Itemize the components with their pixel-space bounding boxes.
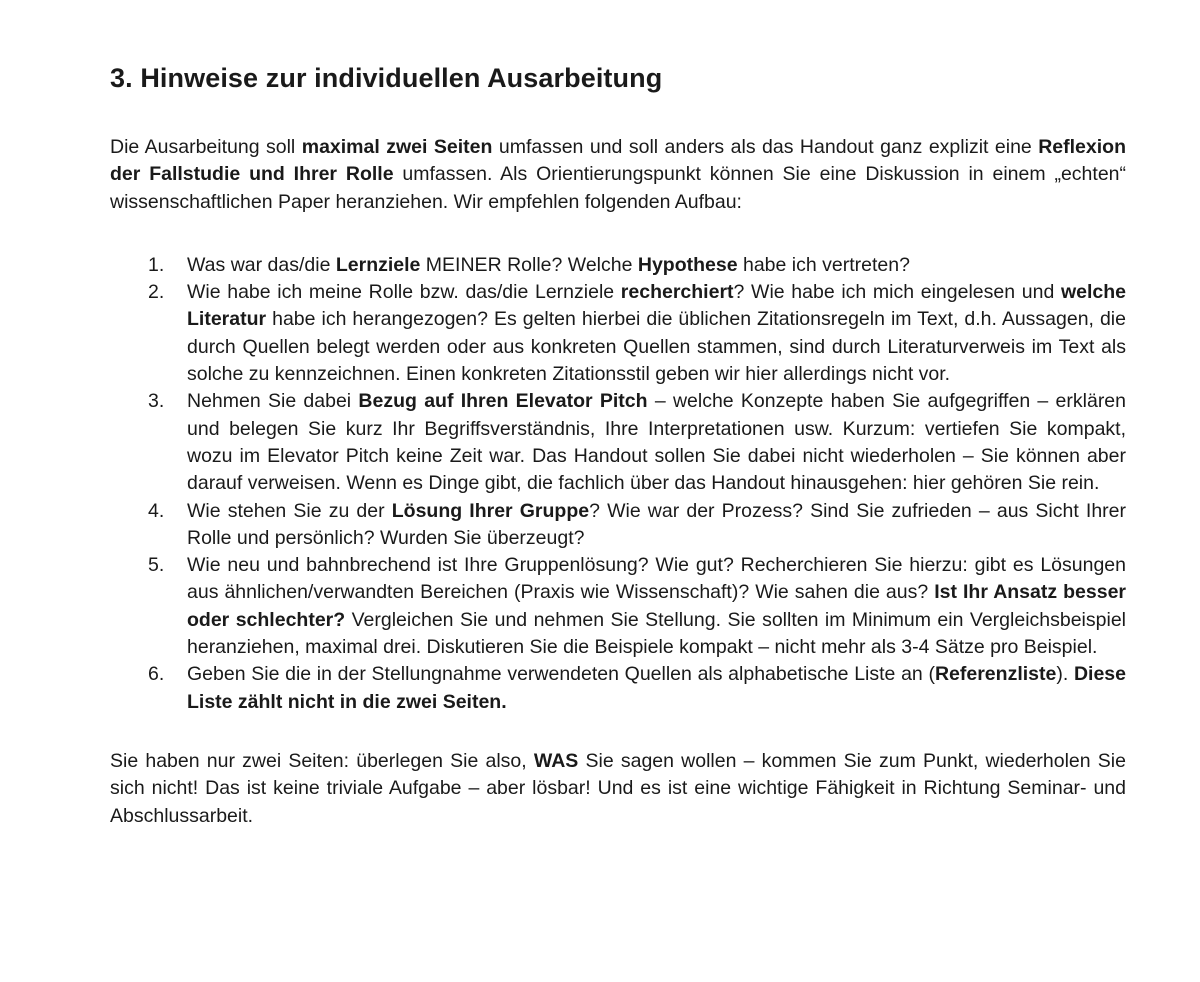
list-item-bold: Lernziele <box>335 253 421 276</box>
list-item-text: ? Wie war der Prozess? Sind Sie zufrieden – aus Sicht Ihrer Rolle und persönlich? Wurden Sie überzeugt? <box>187 499 1127 549</box>
list-item-5 <box>110 552 1126 661</box>
list-item-6 <box>110 661 1126 716</box>
list-item-bold: Lösung Ihrer Gruppe <box>391 499 590 522</box>
intro-text-3: umfassen. Als Orientierungspunkt können Sie eine Diskussion in einem „echten“ wissenschaftlichen Paper heranziehen. Wir empfehlen folgenden Aufbau: <box>110 163 1126 213</box>
list-item-bold: Referenzliste <box>934 663 1057 686</box>
list-item-text: Nehmen Sie dabei <box>187 390 359 413</box>
section-heading: 3. Hinweise zur individuellen Ausarbeitung <box>110 63 663 93</box>
intro-text-1: Die Ausarbeitung soll <box>110 136 302 158</box>
outro-bold-1: WAS <box>533 749 579 772</box>
list-item-1 <box>110 252 1126 279</box>
list-item-bold: welche Literatur <box>187 281 1126 331</box>
list-item-number: 5. <box>148 554 165 577</box>
intro-bold-1: maximal zwei Seiten <box>301 136 493 158</box>
list-item-bold: Bezug auf Ihren Elevator Pitch <box>358 390 648 413</box>
intro-text-2: umfassen und soll anders als das Handout ganz explizit eine <box>492 136 1039 158</box>
list-item-text: Vergleichen Sie und nehmen Sie Stellung. Sie sollten im Minimum ein Vergleichsbeispiel heranziehen, maximal drei. Diskutieren Sie die Beispiele kompakt – nicht mehr als 3-4 Sätze pro Beispiel. <box>187 608 1126 659</box>
list-item-text: Wie habe ich meine Rolle bzw. das/die Lernziele <box>187 281 621 304</box>
list-item-3 <box>110 388 1126 497</box>
list-item-bold: Diese Liste zählt nicht in die zwei Seiten. <box>187 663 1126 713</box>
list-item-4 <box>110 498 1126 553</box>
list-item-text: habe ich vertreten? <box>737 253 910 276</box>
list-item-bold: recherchiert <box>620 281 734 304</box>
list-item-text: Was war das/die <box>187 253 336 276</box>
closing-paragraph <box>110 748 1126 830</box>
list-item-number: 4. <box>148 499 165 522</box>
list-item-text: Wie stehen Sie zu der <box>187 499 392 522</box>
document-page <box>110 58 1126 830</box>
list-item-number: 3. <box>148 390 165 413</box>
list-item-text: Geben Sie die in der Stellungnahme verwendeten Quellen als alphabetische Liste an ( <box>187 663 935 686</box>
list-item-text: Wie neu und bahnbrechend ist Ihre Gruppenlösung? Wie gut? Recherchieren Sie hierzu: gibt es Lösungen aus ähnlichen/verwandten Bereichen (Praxis wie Wissenschaft)? Wie sahen die aus? <box>187 554 1126 604</box>
list-item-bold: Ist Ihr Ansatz besser oder schlechter? <box>187 581 1126 631</box>
outro-text-1: Sie haben nur zwei Seiten: überlegen Sie also, <box>110 749 534 772</box>
structure-list <box>110 252 1126 716</box>
intro-bold-2: Reflexion der Fallstudie und Ihrer Rolle <box>110 136 1126 186</box>
list-item-text: ). <box>1056 663 1074 686</box>
list-item-text: – welche Konzepte haben Sie aufgegriffen – erklären und belegen Sie kurz Ihr Begriffsverständnis, Ihre Interpretationen usw. Kurzum: vertiefen Sie kompakt, wozu im Elevator Pitch keine Zeit war. Das Handout sollen Sie dabei nicht wiederholen – Sie können aber darauf verweisen. Wenn es Dinge gibt, die fachlich über das Handout hinausgehen: hier gehören Sie rein. <box>187 390 1127 495</box>
list-item-2 <box>110 279 1126 388</box>
outro-text-2: Sie sagen wollen – kommen Sie zum Punkt, wiederholen Sie sich nicht! Das ist keine triviale Aufgabe – aber lösbar! Und es ist eine wichtige Fähigkeit in Richtung Seminar- und Abschlussarbeit. <box>110 749 1126 827</box>
list-item-number: 1. <box>148 253 165 276</box>
list-item-bold: Hypothese <box>637 253 738 276</box>
list-item-text: habe ich herangezogen? Es gelten hierbei die üblichen Zitationsregeln im Text, d.h. Aussagen, die durch Quellen belegt werden oder aus konkreten Quellen stammen, sind durch Literaturverweis im Text als solche zu kennzeichnen. Einen konkreten Zitationsstil geben wir hier allerdings nicht vor. <box>187 308 1126 386</box>
list-item-number: 6. <box>148 663 165 686</box>
list-item-text: MEINER Rolle? Welche <box>420 253 638 276</box>
list-item-text: ? Wie habe ich mich eingelesen und <box>733 281 1061 304</box>
intro-paragraph <box>110 134 1126 216</box>
list-item-number: 2. <box>148 281 165 304</box>
